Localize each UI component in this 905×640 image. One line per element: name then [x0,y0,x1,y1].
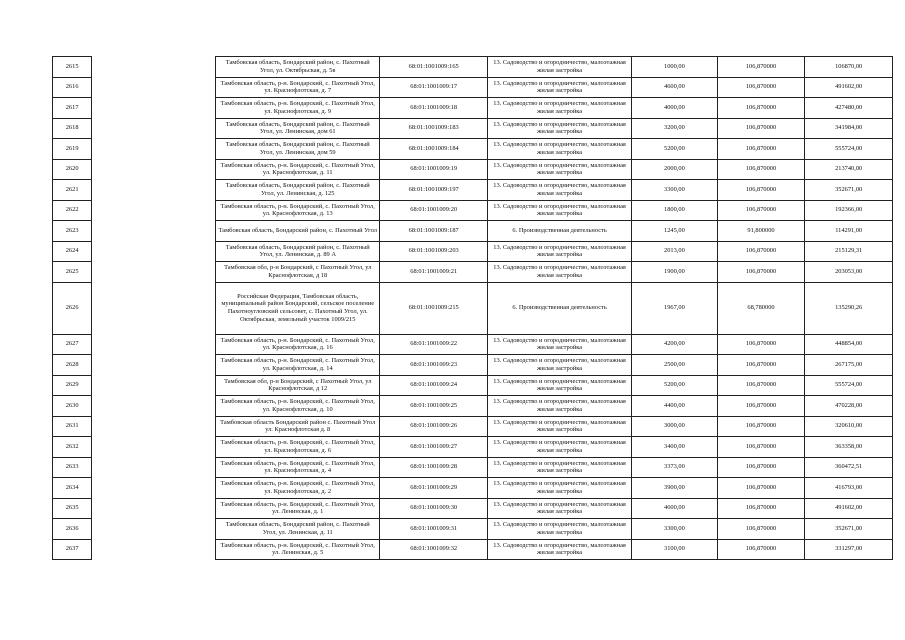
table-row [53,180,893,201]
empty-column-cell [92,262,216,283]
table-row [53,139,893,160]
area-cell: 1900,00 [632,262,718,283]
cadastral-value-cell: 135290,26 [805,282,893,334]
cadastral-value-cell: 331297,00 [805,539,893,560]
empty-column-cell [92,98,216,119]
empty-column-cell [92,478,216,499]
address-cell: Тамбовская область, р-н. Бондарский, с. Пахотный Угол, ул. Краснофлотская, д. 4 [216,457,380,478]
area-cell: 3300,00 [632,519,718,540]
specific-value-cell: 106,870000 [717,98,805,119]
land-use-cell: 13. Садоводство и огородничество, малоэтажная жилая застройка [488,478,632,499]
empty-column-cell [92,118,216,139]
address-cell: Тамбовская область, р-н. Бондарский, с. Пахотный Угол, ул. Ленинская, д. 5 [216,539,380,560]
area-cell: 2500,00 [632,355,718,376]
empty-column-cell [92,437,216,458]
empty-column-cell [92,498,216,519]
land-use-cell: 13. Садоводство и огородничество, малоэтажная жилая застройка [488,396,632,417]
specific-value-cell: 106,870000 [717,416,805,437]
area-cell: 1000,00 [632,57,718,78]
cadastral-number-cell: 68:01:1001009:20 [380,200,488,221]
row-number: 2619 [53,139,92,160]
land-use-cell: 13. Садоводство и огородничество, малоэтажная жилая застройка [488,200,632,221]
cadastral-number-cell: 68:01:1001009:29 [380,478,488,499]
cadastral-value-cell: 555724,00 [805,375,893,396]
row-number: 2637 [53,539,92,560]
land-use-cell: 13. Садоводство и огородничество, малоэтажная жилая застройка [488,180,632,201]
specific-value-cell: 106,870000 [717,396,805,417]
cadastral-number-cell: 68:01:1001009:27 [380,437,488,458]
land-use-cell: 13. Садоводство и огородничество, малоэтажная жилая застройка [488,159,632,180]
land-use-cell: 13. Садоводство и огородничество, малоэтажная жилая застройка [488,77,632,98]
specific-value-cell: 106,870000 [717,57,805,78]
cadastral-value-cell: 203053,00 [805,262,893,283]
land-use-cell: 13. Садоводство и огородничество, малоэтажная жилая застройка [488,241,632,262]
empty-column-cell [92,200,216,221]
row-number: 2632 [53,437,92,458]
specific-value-cell: 106,870000 [717,159,805,180]
empty-column-cell [92,539,216,560]
specific-value-cell: 106,870000 [717,118,805,139]
specific-value-cell: 106,870000 [717,200,805,221]
row-number: 2627 [53,334,92,355]
address-cell: Тамбовская область, р-н. Бондарский, с. Пахотный Угол, ул. Краснофлотская, д. 7 [216,77,380,98]
address-cell: Тамбовская область Бондарский район с. Пахотный Угол ул. Краснофлотская д. 8 [216,416,380,437]
address-cell: Тамбовская область, Бондарский район, с. Пахотный Угол [216,221,380,242]
table-row [53,478,893,499]
cadastral-value-cell: 416793,00 [805,478,893,499]
cadastral-value-cell: 360472,51 [805,457,893,478]
cadastral-number-cell: 68:01:1001009:18 [380,98,488,119]
table-row [53,57,893,78]
table-row [53,519,893,540]
address-cell: Тамбовская область, р-н. Бондарский, с. Пахотный Угол, ул. Ленинская, д. 1 [216,498,380,519]
row-number: 2617 [53,98,92,119]
cadastral-number-cell: 68:01:1001009:31 [380,519,488,540]
empty-column-cell [92,57,216,78]
address-cell: Тамбовская область, р-н. Бондарский, с. Пахотный Угол, ул. Краснофлотская, д. 14 [216,355,380,376]
cadastral-number-cell: 68:01:1001009:26 [380,416,488,437]
address-cell: Тамбовская область, Бондарский район, с. Пахотный Угол, ул. Ленинская, д. 89 А [216,241,380,262]
cadastral-number-cell: 68:01:1001009:187 [380,221,488,242]
specific-value-cell: 106,870000 [717,375,805,396]
area-cell: 1800,00 [632,200,718,221]
empty-column-cell [92,375,216,396]
empty-column-cell [92,180,216,201]
row-number: 2629 [53,375,92,396]
area-cell: 3900,00 [632,478,718,499]
empty-column-cell [92,334,216,355]
empty-column-cell [92,159,216,180]
cadastral-value-cell: 555724,00 [805,139,893,160]
cadastral-number-cell: 68:01:1001009:30 [380,498,488,519]
cadastral-number-cell: 68:01:1001009:21 [380,262,488,283]
land-use-cell: 13. Садоводство и огородничество, малоэтажная жилая застройка [488,416,632,437]
row-number: 2625 [53,262,92,283]
cadastral-value-cell: 491602,00 [805,498,893,519]
cadastral-value-cell: 448854,00 [805,334,893,355]
cadastral-number-cell: 68:01:1001009:197 [380,180,488,201]
address-cell: Тамбовская область, Бондарский район, с. Пахотный Угол, ул. Ленинская, д. 11 [216,519,380,540]
address-cell: Тамбовская обл, р-н Бондарский, с Пахотный Угол, ул Краснофлотская, д 18 [216,262,380,283]
cadastral-value-cell: 341984,00 [805,118,893,139]
land-use-cell: 13. Садоводство и огородничество, малоэтажная жилая застройка [488,437,632,458]
cadastral-number-cell: 68:01:1001009:17 [380,77,488,98]
empty-column-cell [92,139,216,160]
area-cell: 2013,00 [632,241,718,262]
address-cell: Тамбовская область, Бондарский район, с. Пахотный Угол, ул. Ленинская, дом 61 [216,118,380,139]
row-number: 2634 [53,478,92,499]
address-cell: Российская Федерация, Тамбовская область, муниципальный район Бондарский, сельское поселение Пахотноугловский сельсовет, с. Пахотный Угол, ул. Октябрьская, земельный участок 1009/215 [216,282,380,334]
land-use-cell: 13. Садоводство и огородничество, малоэтажная жилая застройка [488,498,632,519]
area-cell: 3373,00 [632,457,718,478]
row-number: 2623 [53,221,92,242]
land-use-cell: 13. Садоводство и огородничество, малоэтажная жилая застройка [488,98,632,119]
table-row [53,282,893,334]
area-cell: 1245,00 [632,221,718,242]
area-cell: 3000,00 [632,416,718,437]
specific-value-cell: 106,870000 [717,437,805,458]
row-number: 2636 [53,519,92,540]
specific-value-cell: 106,870000 [717,262,805,283]
cadastral-value-cell: 352671,00 [805,180,893,201]
specific-value-cell: 106,870000 [717,519,805,540]
row-number: 2633 [53,457,92,478]
area-cell: 4600,00 [632,77,718,98]
area-cell: 3400,00 [632,437,718,458]
table-row [53,159,893,180]
table-row [53,200,893,221]
row-number: 2621 [53,180,92,201]
table-row [53,221,893,242]
land-use-cell: 13. Садоводство и огородничество, малоэтажная жилая застройка [488,519,632,540]
table-row [53,416,893,437]
address-cell: Тамбовская область, Бондарский район, с. Пахотный Угол, ул. Ленинская, д. 125 [216,180,380,201]
cadastral-value-cell: 491602,00 [805,77,893,98]
land-use-cell: 13. Садоводство и огородничество, малоэтажная жилая застройка [488,57,632,78]
cadastral-value-cell: 215129,31 [805,241,893,262]
row-number: 2622 [53,200,92,221]
row-number: 2618 [53,118,92,139]
specific-value-cell: 106,870000 [717,241,805,262]
cadastral-value-cell: 352671,00 [805,519,893,540]
cadastral-number-cell: 68:01:1001009:32 [380,539,488,560]
empty-column-cell [92,457,216,478]
land-use-cell: 13. Садоводство и огородничество, малоэтажная жилая застройка [488,118,632,139]
address-cell: Тамбовская область, р-н. Бондарский, с. Пахотный Угол, ул. Краснофлотская, д. 13 [216,200,380,221]
specific-value-cell: 68,780000 [717,282,805,334]
land-use-cell: 13. Садоводство и огородничество, малоэтажная жилая застройка [488,355,632,376]
specific-value-cell: 91,800000 [717,221,805,242]
cadastral-number-cell: 68:01:1001009:24 [380,375,488,396]
address-cell: Тамбовская область, р-н. Бондарский, с. Пахотный Угол, ул. Краснофлотская, д. 11 [216,159,380,180]
area-cell: 4600,00 [632,498,718,519]
specific-value-cell: 106,870000 [717,334,805,355]
cadastral-number-cell: 68:01:1001009:184 [380,139,488,160]
land-registry-table [52,56,893,560]
row-number: 2616 [53,77,92,98]
cadastral-number-cell: 68:01:1001009:183 [380,118,488,139]
area-cell: 4400,00 [632,396,718,417]
table-row [53,396,893,417]
land-use-cell: 13. Садоводство и огородничество, малоэтажная жилая застройка [488,457,632,478]
area-cell: 1967,00 [632,282,718,334]
land-use-cell: 13. Садоводство и огородничество, малоэтажная жилая застройка [488,375,632,396]
row-number: 2631 [53,416,92,437]
empty-column-cell [92,77,216,98]
row-number: 2635 [53,498,92,519]
cadastral-value-cell: 427480,00 [805,98,893,119]
empty-column-cell [92,282,216,334]
table-row [53,98,893,119]
address-cell: Тамбовская область, р-н. Бондарский, с. Пахотный Угол, ул. Краснофлотская, д. 10 [216,396,380,417]
cadastral-value-cell: 363358,00 [805,437,893,458]
land-use-cell: 13. Садоводство и огородничество, малоэтажная жилая застройка [488,334,632,355]
address-cell: Тамбовская область, р-н. Бондарский, с. Пахотный Угол, ул. Краснофлотская, д. 16 [216,334,380,355]
address-cell: Тамбовская область, р-н. Бондарский, с. Пахотный Угол, ул. Краснофлотская, д. 2 [216,478,380,499]
area-cell: 3100,00 [632,539,718,560]
cadastral-number-cell: 68:01:1001009:28 [380,457,488,478]
empty-column-cell [92,241,216,262]
land-use-cell: 13. Садоводство и огородничество, малоэтажная жилая застройка [488,139,632,160]
row-number: 2630 [53,396,92,417]
table-row [53,118,893,139]
area-cell: 3200,00 [632,118,718,139]
table-row [53,355,893,376]
empty-column-cell [92,396,216,417]
specific-value-cell: 106,870000 [717,77,805,98]
cadastral-number-cell: 68:01:1001009:25 [380,396,488,417]
specific-value-cell: 106,870000 [717,478,805,499]
cadastral-value-cell: 114291,00 [805,221,893,242]
row-number: 2624 [53,241,92,262]
cadastral-number-cell: 68:01:1001009:19 [380,159,488,180]
address-cell: Тамбовская область, Бондарский район, с. Пахотный Угол, ул. Ленинская, дом 59 [216,139,380,160]
cadastral-number-cell: 68:01:1001009:23 [380,355,488,376]
table-row [53,262,893,283]
specific-value-cell: 106,870000 [717,539,805,560]
cadastral-value-cell: 106870,00 [805,57,893,78]
specific-value-cell: 106,870000 [717,139,805,160]
empty-column-cell [92,519,216,540]
address-cell: Тамбовская область, Бондарский район, с. Пахотный Угол, ул. Октябрьская, д. 5в [216,57,380,78]
land-use-cell: 13. Садоводство и огородничество, малоэтажная жилая застройка [488,262,632,283]
cadastral-value-cell: 267175,00 [805,355,893,376]
specific-value-cell: 106,870000 [717,180,805,201]
address-cell: Тамбовская область, р-н. Бондарский, с. Пахотный Угол, ул. Краснофлотская, д. 9 [216,98,380,119]
table-row [53,77,893,98]
table-row [53,375,893,396]
cadastral-number-cell: 68:01:1001009:215 [380,282,488,334]
empty-column-cell [92,221,216,242]
empty-column-cell [92,416,216,437]
cadastral-value-cell: 192366,00 [805,200,893,221]
row-number: 2626 [53,282,92,334]
cadastral-value-cell: 470228,00 [805,396,893,417]
cadastral-value-cell: 213740,00 [805,159,893,180]
area-cell: 5200,00 [632,375,718,396]
specific-value-cell: 106,870000 [717,355,805,376]
table-row [53,539,893,560]
table-row [53,498,893,519]
address-cell: Тамбовская обл, р-н Бондарский, с Пахотный Угол, ул Краснофлотская, д 12 [216,375,380,396]
cadastral-number-cell: 68:01:1001009:165 [380,57,488,78]
specific-value-cell: 106,870000 [717,498,805,519]
address-cell: Тамбовская область, р-н. Бондарский, с. Пахотный Угол, ул. Краснофлотская, д. 6 [216,437,380,458]
cadastral-number-cell: 68:01:1001009:22 [380,334,488,355]
row-number: 2615 [53,57,92,78]
specific-value-cell: 106,870000 [717,457,805,478]
area-cell: 4000,00 [632,98,718,119]
table-row [53,457,893,478]
land-use-cell: 13. Садоводство и огородничество, малоэтажная жилая застройка [488,539,632,560]
land-use-cell: 6. Производственная деятельность [488,221,632,242]
area-cell: 2000,00 [632,159,718,180]
table-row [53,334,893,355]
table-row [53,241,893,262]
row-number: 2620 [53,159,92,180]
area-cell: 5200,00 [632,139,718,160]
table-row [53,437,893,458]
cadastral-number-cell: 68:01:1001009:203 [380,241,488,262]
area-cell: 3300,00 [632,180,718,201]
land-use-cell: 6. Производственная деятельность [488,282,632,334]
empty-column-cell [92,355,216,376]
cadastral-value-cell: 320610,00 [805,416,893,437]
registry-table-body [53,57,893,560]
row-number: 2628 [53,355,92,376]
area-cell: 4200,00 [632,334,718,355]
